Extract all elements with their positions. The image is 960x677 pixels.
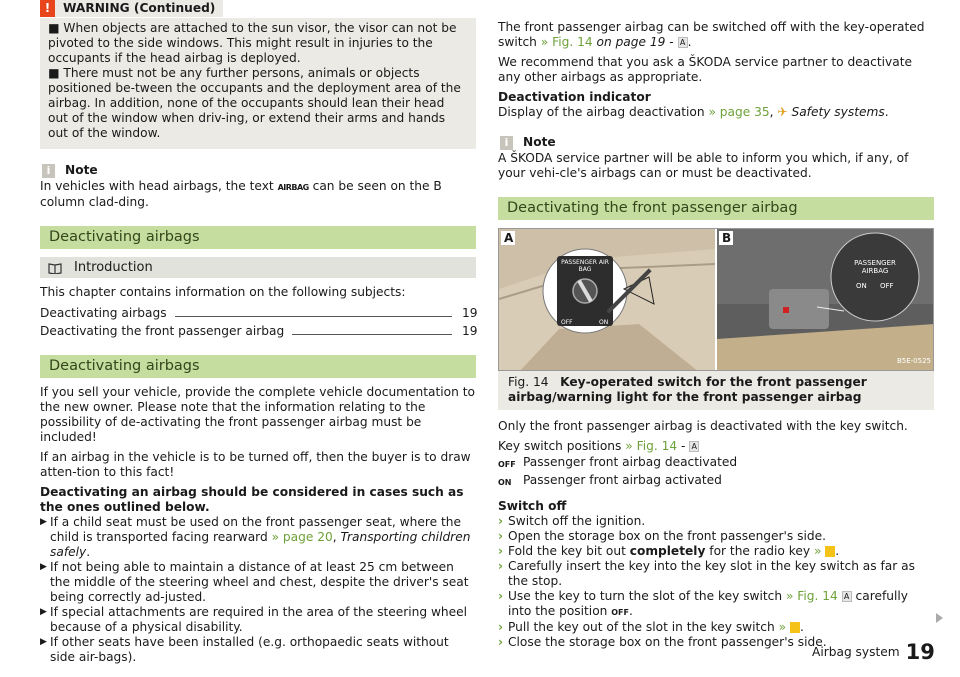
step-item: › Switch off the ignition. xyxy=(498,514,646,528)
paragraph: The front passenger airbag can be switched off with the key-operated switch » Fig. 14 on page 19 - A . xyxy=(498,20,925,49)
key-positions-line: Key switch positions » Fig. 14 - A xyxy=(498,439,934,454)
list-item: ▶ If other seats have been installed (e.g. orthopaedic seats without side air-bags). xyxy=(40,635,449,664)
warning-link[interactable]: » xyxy=(813,544,822,558)
note-header xyxy=(40,163,476,178)
warning-icon xyxy=(790,622,800,633)
warning-icon xyxy=(825,546,835,557)
step-item: › Pull the key out of the slot in the key switch » . xyxy=(498,620,804,634)
intro-text: This chapter contains information on the following subjects: xyxy=(40,285,406,299)
page-link[interactable]: » page 35 xyxy=(708,105,770,119)
paragraph: If you sell your vehicle, provide the complete vehicle documentation to the new owner. Please note that the information relating to the possibility of de-activating the front passenger airbag must be included! xyxy=(40,385,475,444)
position-item: ON Passenger front airbag activated xyxy=(498,473,934,490)
figure-label-b: B xyxy=(722,231,732,245)
airbag-symbol: AIRBAG xyxy=(277,183,309,192)
page-number: 19 xyxy=(905,640,935,664)
warning-icon: ! xyxy=(40,0,55,17)
on-symbol: ON xyxy=(498,478,512,487)
note-title: Note xyxy=(65,163,98,177)
figure-label-a: A xyxy=(504,231,514,245)
figure-link[interactable]: » Fig. 14 xyxy=(625,439,678,453)
step-item: › Carefully insert the key into the key slot in the key switch as far as the stop. xyxy=(498,559,915,588)
toc-item[interactable]: Deactivating the front passenger airbag 19 xyxy=(40,324,478,338)
note-text: In vehicles with head airbags, the text AIRBAG can be seen on the B column clad-ding. xyxy=(40,179,442,209)
step-item: › Close the storage box on the front passenger's side. xyxy=(498,635,827,649)
section-heading: Deactivating airbags xyxy=(40,226,476,249)
step-item: › Fold the key bit out completely for the radio key » . xyxy=(498,544,840,558)
indicator-text: Display of the airbag deactivation » page 35, ✈ Safety systems. xyxy=(498,105,889,119)
letter-a-badge: A xyxy=(689,441,699,452)
switch-b-off: OFF xyxy=(880,282,894,290)
safety-icon: ✈ xyxy=(777,105,788,119)
list-item: ▶ If a child seat must be used on the front passenger seat, where the child is transported facing rearward » page 20, Transporting children safely. xyxy=(40,515,471,559)
figure-image xyxy=(498,228,934,371)
bold-heading: Deactivating an airbag should be considered in cases such as the ones outlined below. xyxy=(40,485,464,514)
switch-a-title: PASSENGER AIR BAG xyxy=(561,259,609,273)
caption-text: Key-operated switch for the front passenger airbag/warning light for the front passenger airbag xyxy=(508,375,867,404)
continue-arrow-icon xyxy=(936,613,943,623)
warning-item: ■ There must not be any further persons, animals or objects positioned be-tween the occupants and the deployment area of the airbag. In addition, none of the occupants should lean their head out of the window when driv-ing, or extend their arms and hands out of the window. xyxy=(48,66,461,140)
section-heading: Deactivating airbags xyxy=(40,355,476,378)
book-icon xyxy=(48,262,62,274)
step-item: › Use the key to turn the slot of the key switch » Fig. 14 A carefully into the position OFF. xyxy=(498,589,908,618)
off-symbol: OFF xyxy=(498,460,516,469)
figure-code: B5E-0525 xyxy=(896,357,931,365)
page-footer xyxy=(812,640,935,664)
page-link[interactable]: » page 20 xyxy=(271,530,333,544)
switch-b-title: PASSENGER AIRBAG xyxy=(854,259,896,275)
letter-a-badge: A xyxy=(842,591,852,602)
letter-a-badge: A xyxy=(678,37,688,48)
list-item: ▶ If special attachments are required in the area of the steering wheel because of a physical disability. xyxy=(40,605,468,634)
right-column xyxy=(498,20,934,650)
step-item: › Open the storage box on the front passenger's side. xyxy=(498,529,826,543)
switch-a-off: OFF xyxy=(561,319,573,326)
warning-item: ■ When objects are attached to the sun visor, the visor can not be pivoted to the side windows. This might result in injuries to the occupants if the head airbag is deployed. xyxy=(48,21,457,65)
bold-heading: Deactivation indicator xyxy=(498,90,651,104)
figure-caption xyxy=(498,371,934,410)
section-heading: Deactivating the front passenger airbag xyxy=(498,197,934,220)
footer-section: Airbag system xyxy=(812,645,900,659)
warning-box xyxy=(40,18,476,149)
switch-b-on: ON xyxy=(856,282,867,290)
figure-link[interactable]: » Fig. 14 xyxy=(540,35,593,49)
info-icon: i xyxy=(500,136,513,150)
note-header xyxy=(498,135,934,150)
bold-heading: Switch off xyxy=(498,499,567,513)
note-text: A ŠKODA service partner will be able to inform you which, if any, of your vehi-cle's airbags can or must be deactivated. xyxy=(498,151,909,180)
introduction-bar xyxy=(40,257,476,278)
bullet-list xyxy=(40,515,476,665)
warning-link[interactable]: » xyxy=(778,620,787,634)
info-icon: i xyxy=(42,164,55,178)
warning-title: WARNING (Continued) xyxy=(55,0,223,17)
off-symbol: OFF xyxy=(611,608,629,617)
left-column xyxy=(40,0,476,665)
note-title: Note xyxy=(523,135,556,149)
list-item: ▶ If not being able to maintain a distance of at least 25 cm between the middle of the steering wheel and chest, despite the driver's seat being correctly ad-justed. xyxy=(40,560,469,604)
paragraph: If an airbag in the vehicle is to be turned off, then the buyer is to draw atten-tion to this fact! xyxy=(40,450,471,479)
step-list xyxy=(498,514,934,650)
figure-illustration xyxy=(499,229,934,371)
switch-a-on: ON xyxy=(599,319,609,326)
figure-number: Fig. 14 xyxy=(508,375,549,389)
paragraph: We recommend that you ask a ŠKODA service partner to deactivate any other airbags as appropriate. xyxy=(498,55,912,84)
introduction-title: Introduction xyxy=(74,260,153,275)
toc-item[interactable]: Deactivating airbags 19 xyxy=(40,306,478,320)
figure-link[interactable]: » Fig. 14 xyxy=(785,589,838,603)
paragraph: Only the front passenger airbag is deactivated with the key switch. xyxy=(498,419,908,433)
position-item: OFF Passenger front airbag deactivated xyxy=(498,455,934,472)
